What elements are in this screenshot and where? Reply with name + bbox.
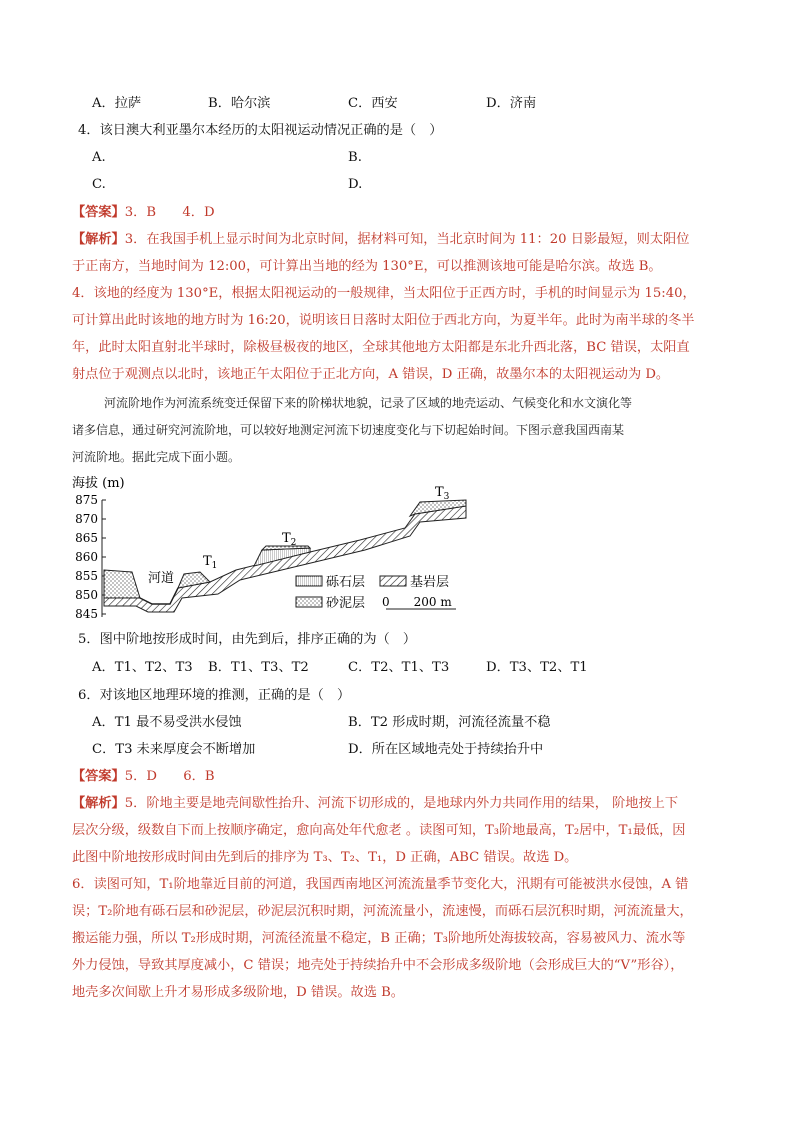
passage-line-1: 河流阶地作为河流系统变迁保留下来的阶梯状地貌，记录了区域的地壳运动、气候变化和水文演化等 [104,396,633,410]
passage-line-2: 诸多信息，通过研究河流阶地，可以较好地测定河流下切速度变化与下切起始时间。下图示意我国西南某 [72,423,625,437]
answer-block-1 [72,203,215,223]
q4-option-a: A. [92,150,106,165]
river-label: 河道 [148,571,175,586]
analysis-tag: 【解析】 [72,232,125,247]
analysis-text: 5．阶地主要是地壳间歇性抬升、河流下切形成的，是地球内外力共同作用的结果， 阶地按上下 [124,796,679,811]
y-tick-label: 875 [75,493,98,507]
y-tick-label: 850 [75,588,98,602]
analysis-tag: 【解析】 [72,796,125,811]
analysis-2-line-2: 层次分级，级数自下而上按顺序确定，愈向高处年代愈老 。读图可知，T₃阶地最高，T₂居中，T₁最低，因 [72,823,686,838]
bedrock-legend-label: 基岩层 [410,575,450,590]
scale-bar-label: 0 200 m [382,595,452,609]
answer-block-2 [72,767,215,787]
analysis-2-line-4: 6．读图可知，T₁阶地靠近目前的河道，我国西南地区河流流量季节变化大，汛期有可能被洪水侵蚀，A 错 [72,877,689,892]
q5-option-c: C．T2、T1、T3 [348,660,450,675]
y-tick-label: 870 [75,512,98,526]
gravel-legend-label: 砾石层 [326,575,366,590]
q6-option-d: D．所在区域地壳处于持续抬升中 [348,742,544,757]
analysis-block-1-line-1 [72,230,689,250]
q5-option-a: A．T1、T2、T3 [92,660,193,675]
q5-option-d: D．T3、T2、T1 [486,660,588,675]
sand-legend-label: 砂泥层 [326,596,366,611]
q5-option-b: B．T1、T3、T2 [208,660,309,675]
q4-option-d: D. [348,177,363,192]
q3-option-a: A．拉萨 [92,96,142,111]
q3-option-c: C．西安 [348,96,398,111]
t2-label: $T_2$ [282,531,297,548]
analysis-text: 3．在我国手机上显示时间为北京时间，据材料可知，当北京时间为 11：20 日影最短，则太阳位 [124,232,690,247]
analysis-1-line-3: 4．该地的经度为 130°E，根据太阳视运动的一般规律，当太阳位于正西方时，手机的时间显示为 15:40， [72,286,696,301]
analysis-1-line-5: 年，此时太阳直射北半球时，除极昼极夜的地区，全球其他地方太阳都是东北升西北落，BC 错误，太阳直 [72,340,690,355]
q5-stem: 5．图中阶地按形成时间，由先到后，排序正确的为（ ） [78,632,417,647]
q6-option-c: C．T3 未来厚度会不断增加 [92,742,256,757]
answer-tag: 【答案】 [72,769,125,784]
analysis-2-line-3: 此图中阶地按形成时间由先到后的排序为 T₃、T₂、T₁，D 正确，ABC 错误。故选 D。 [72,850,578,865]
river-terrace-figure [60,470,480,630]
q6-option-a: A．T1 最不易受洪水侵蚀 [92,715,242,730]
t3-label: $T_3$ [435,485,450,502]
q3-option-d: D．济南 [486,96,537,111]
passage-line-3: 河流阶地。据此完成下面小题。 [72,450,241,464]
analysis-2-line-6: 搬运能力强，所以 T₂形成时期，河流径流量不稳定，B 正确；T₃阶地所处海拔较高，容易被风力、流水等 [72,931,686,946]
y-tick-label: 865 [75,531,98,545]
analysis-2-line-7: 外力侵蚀，导致其厚度减小，C 错误；地壳处于持续抬升中不会形成多级阶地（会形成巨大的“V”形谷）， [72,958,684,973]
answer-tag: 【答案】 [72,205,125,220]
analysis-1-line-6: 射点位于观测点以北时，该地正午太阳位于正北方向，A 错误，D 正确，故墨尔本的太阳视运动为 D。 [72,367,670,382]
y-tick-label: 855 [75,569,98,583]
q4-stem: 4．该日澳大利亚墨尔本经历的太阳视运动情况正确的是（ ） [78,123,443,138]
analysis-1-line-4: 可计算出此时该地的地方时为 16:20，说明该日日落时太阳位于西北方向，为夏半年。此时为南半球的冬半 [72,313,695,328]
q3-option-b: B．哈尔滨 [208,96,271,111]
q4-option-b: B. [348,150,362,165]
sand-legend-swatch [296,597,322,607]
y-tick-label: 860 [75,550,98,564]
t1-label: $T_1$ [203,554,218,571]
q6-stem: 6．对该地区地理环境的推测，正确的是（ ） [78,688,351,703]
y-tick-label: 845 [75,607,98,621]
y-axis-label: 海拔 (m) [72,476,125,491]
answer-text: 3．B 4．D [124,205,215,220]
answer-text: 5．D 6．B [124,769,215,784]
analysis-2-line-5: 误；T₂阶地有砾石层和砂泥层，砂泥层沉积时期，河流流量小，流速慢，而砾石层沉积时期，河流流量大， [72,904,693,919]
figure-legend [296,574,456,611]
gravel-legend-swatch [296,576,322,586]
analysis-2-line-8: 地壳多次间歇上升才易形成多级阶地，D 错误。故选 B。 [72,985,404,1000]
q4-option-c: C. [92,177,106,192]
left-bank-sand-layer [104,570,140,598]
bedrock-legend-swatch [380,576,406,586]
analysis-1-line-2: 于正南方，当地时间为 12:00，可计算出当地的经为 130°E，可以推测该地可能是哈尔滨。故选 B。 [72,259,662,274]
q6-option-b: B．T2 形成时期，河流径流量不稳 [348,715,551,730]
analysis-block-2-line-1 [72,794,678,814]
